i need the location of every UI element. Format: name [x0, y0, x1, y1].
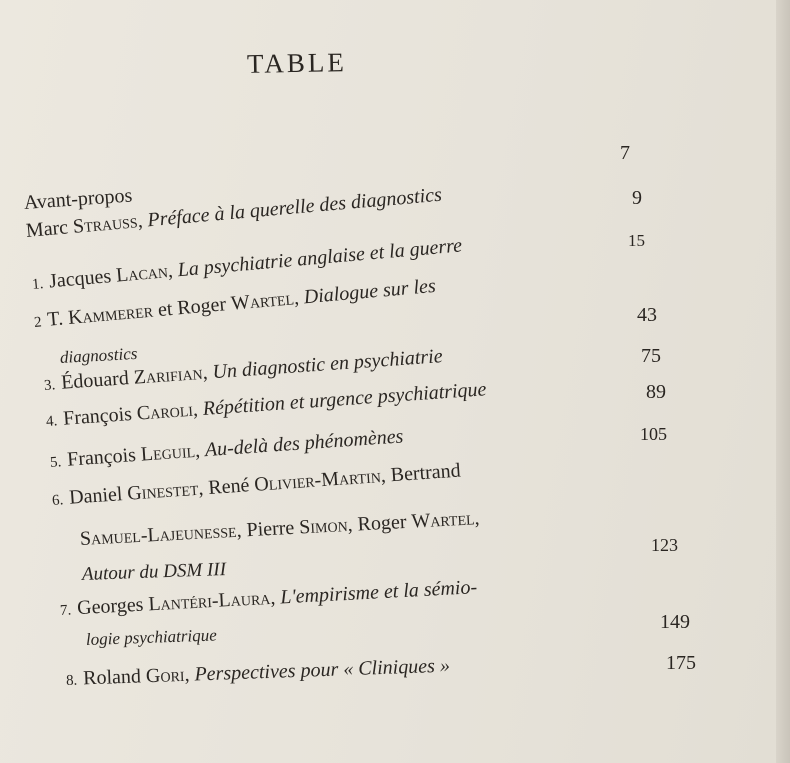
toc-entry: Marc Strauss, Préface à la querelle des diagnostics	[24, 183, 443, 242]
page-number: 15	[628, 231, 645, 250]
toc-entry: 3. Édouard Zarifian, Un diagnostic en psychiatrie	[43, 345, 444, 394]
page-title: TABLE	[246, 47, 348, 79]
toc-entry-continuation: diagnostics	[59, 343, 138, 367]
page-number: 9	[632, 187, 642, 209]
toc-entry-continuation: logie psychiatrique	[85, 625, 218, 649]
toc-entry: 4. François Caroli, Répétition et urgence psychiatrique	[45, 378, 488, 430]
page-number: 7	[620, 142, 630, 164]
page-number: 89	[646, 381, 666, 403]
toc-entry: 5. François Leguil, Au-delà des phénomènes	[49, 425, 405, 471]
page-number: 149	[660, 611, 690, 633]
page-number: 43	[637, 304, 657, 326]
toc-entry-continuation: Samuel-Lajeunesse, Pierre Simon, Roger Wartel,	[79, 507, 481, 550]
page-number: 175	[666, 652, 696, 674]
page-number: 75	[641, 345, 661, 367]
page-number: 105	[640, 424, 667, 444]
toc-entry: 7. Georges Lantéri-Laura, L'empirisme et la sémio-	[59, 576, 478, 620]
toc-entry-continuation: Autour du DSM III	[81, 558, 227, 585]
toc-entry-avant-propos: Avant-propos	[23, 184, 133, 214]
page-number: 123	[651, 535, 678, 555]
toc-entry: 2 T. Kammerer et Roger Wartel, Dialogue sur les	[33, 274, 437, 331]
toc-entry: 8. Roland Gori, Perspectives pour « Cliniques »	[65, 654, 451, 690]
toc-entry: 6. Daniel Ginestet, René Olivier-Martin, Bertrand	[51, 459, 462, 509]
page-edge	[776, 0, 790, 763]
toc-entry: 1. Jacques Lacan, La psychiatrie anglaise et la guerre	[31, 234, 463, 293]
